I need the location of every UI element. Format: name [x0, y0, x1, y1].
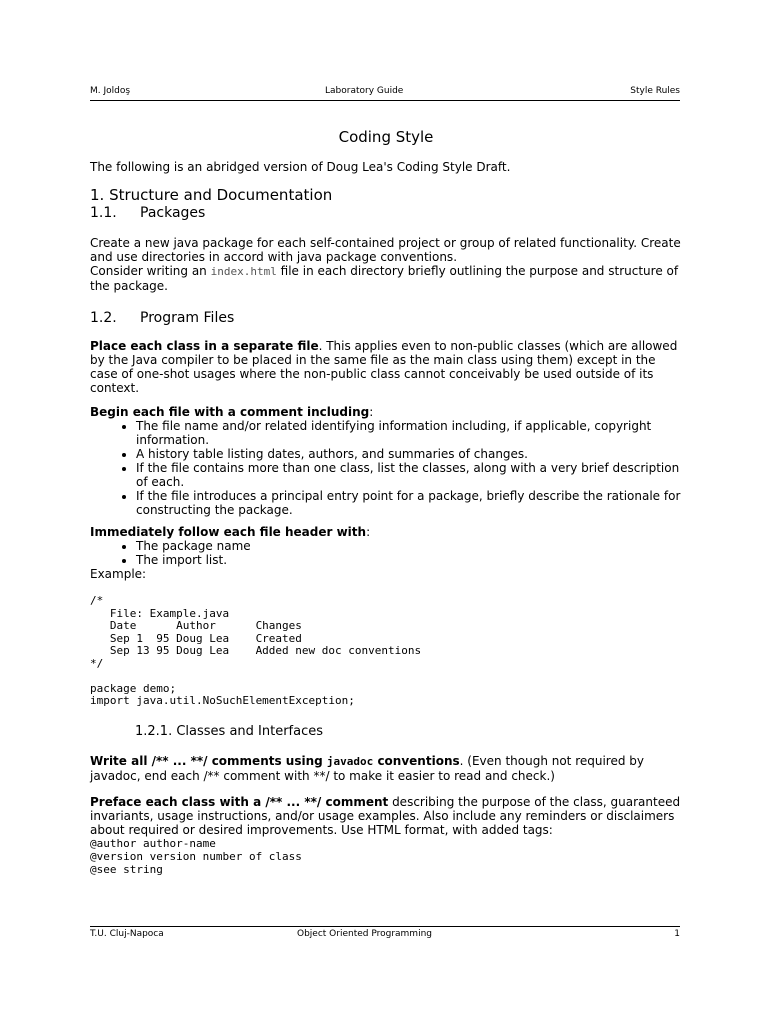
file-comment-list — [90, 419, 682, 517]
header-author: M. Joldoş — [90, 86, 131, 96]
example-code-block: /* File: Example.java Date Author Changes Sep 1 95 Doug Lea Created Sep 13 95 Doug Lea Added new doc conventions */ package demo; import java.util.NoSuchElementException; — [90, 594, 422, 707]
page-footer — [90, 926, 680, 943]
header-guide: Laboratory Guide — [325, 86, 404, 96]
file-header-list — [90, 539, 682, 567]
example-label: Example: — [90, 567, 147, 581]
list-item: • If the file contains more than one class, list the classes, along with a very brief description of each. — [136, 461, 682, 489]
section-1-1-heading — [90, 204, 682, 222]
page-number: 1 — [674, 929, 680, 939]
program-files-paragraph-3: Immediately follow each file header with: — [90, 525, 371, 539]
header-section: Style Rules — [630, 86, 680, 96]
section-1-1-number: 1.1. — [90, 205, 117, 221]
packages-paragraph-2: Consider writing an index.html file in each directory briefly outlining the purpose and structure of the package. — [90, 264, 679, 293]
classes-paragraph-1: Write all /** ... **/ comments using javadoc conventions. (Even though not required by javadoc, end each /** comment with **/ to make it easier to read and check.) — [90, 753, 645, 783]
list-item: • The package name — [136, 539, 682, 553]
page-title: Coding Style — [338, 128, 434, 146]
section-1-2-title: Program Files — [140, 310, 235, 326]
list-item: • If the file introduces a principal entry point for a package, briefly describe the rationale for constructing the package. — [136, 489, 682, 517]
footer-university: T.U. Cluj-Napoca — [90, 929, 164, 939]
javadoc-code: javadoc — [326, 754, 374, 768]
javadoc-tag: @version version number of class — [90, 849, 302, 863]
program-files-paragraph-1: Place each class in a separate file. This applies even to non-public classes (which are allowed by the Java compiler to be placed in the same file as the main class using them) except in the case of one-shot usages where the non-public class cannot conceivably be used outside of its context. — [90, 339, 678, 395]
footer-course: Object Oriented Programming — [297, 929, 432, 939]
list-item: • The file name and/or related identifying information including, if applicable, copyright information. — [136, 419, 682, 447]
list-item: • The import list. — [136, 553, 682, 567]
section-1-2-heading — [90, 309, 682, 327]
page-content — [90, 126, 682, 876]
program-files-paragraph-2: Begin each file with a comment including: — [90, 405, 374, 419]
javadoc-tag: @see string — [90, 862, 163, 876]
classes-paragraph-2: Preface each class with a /** ... **/ comment describing the purpose of the class, guaranteed invariants, usage instructions, and/or usage examples. Also include any reminders or disclaimers about required or desired improvements. Use HTML format, with added tags: — [90, 794, 681, 837]
list-item: • A history table listing dates, authors, and summaries of changes. — [136, 447, 682, 461]
packages-paragraph-1: Create a new java package for each self-contained project or group of related functionality. Create and use directories in accord with java package conventions. — [90, 236, 681, 264]
section-1-2-number: 1.2. — [90, 310, 117, 326]
index-html-code: index.html — [210, 265, 277, 278]
section-1-heading: 1. Structure and Documentation — [90, 186, 333, 204]
intro-paragraph: The following is an abridged version of Doug Lea's Coding Style Draft. — [90, 160, 511, 174]
javadoc-tag: @author author-name — [90, 836, 216, 850]
section-1-1-title: Packages — [140, 205, 206, 221]
page-header — [90, 86, 680, 101]
section-1-2-1-heading: 1.2.1. Classes and Interfaces — [135, 723, 324, 739]
